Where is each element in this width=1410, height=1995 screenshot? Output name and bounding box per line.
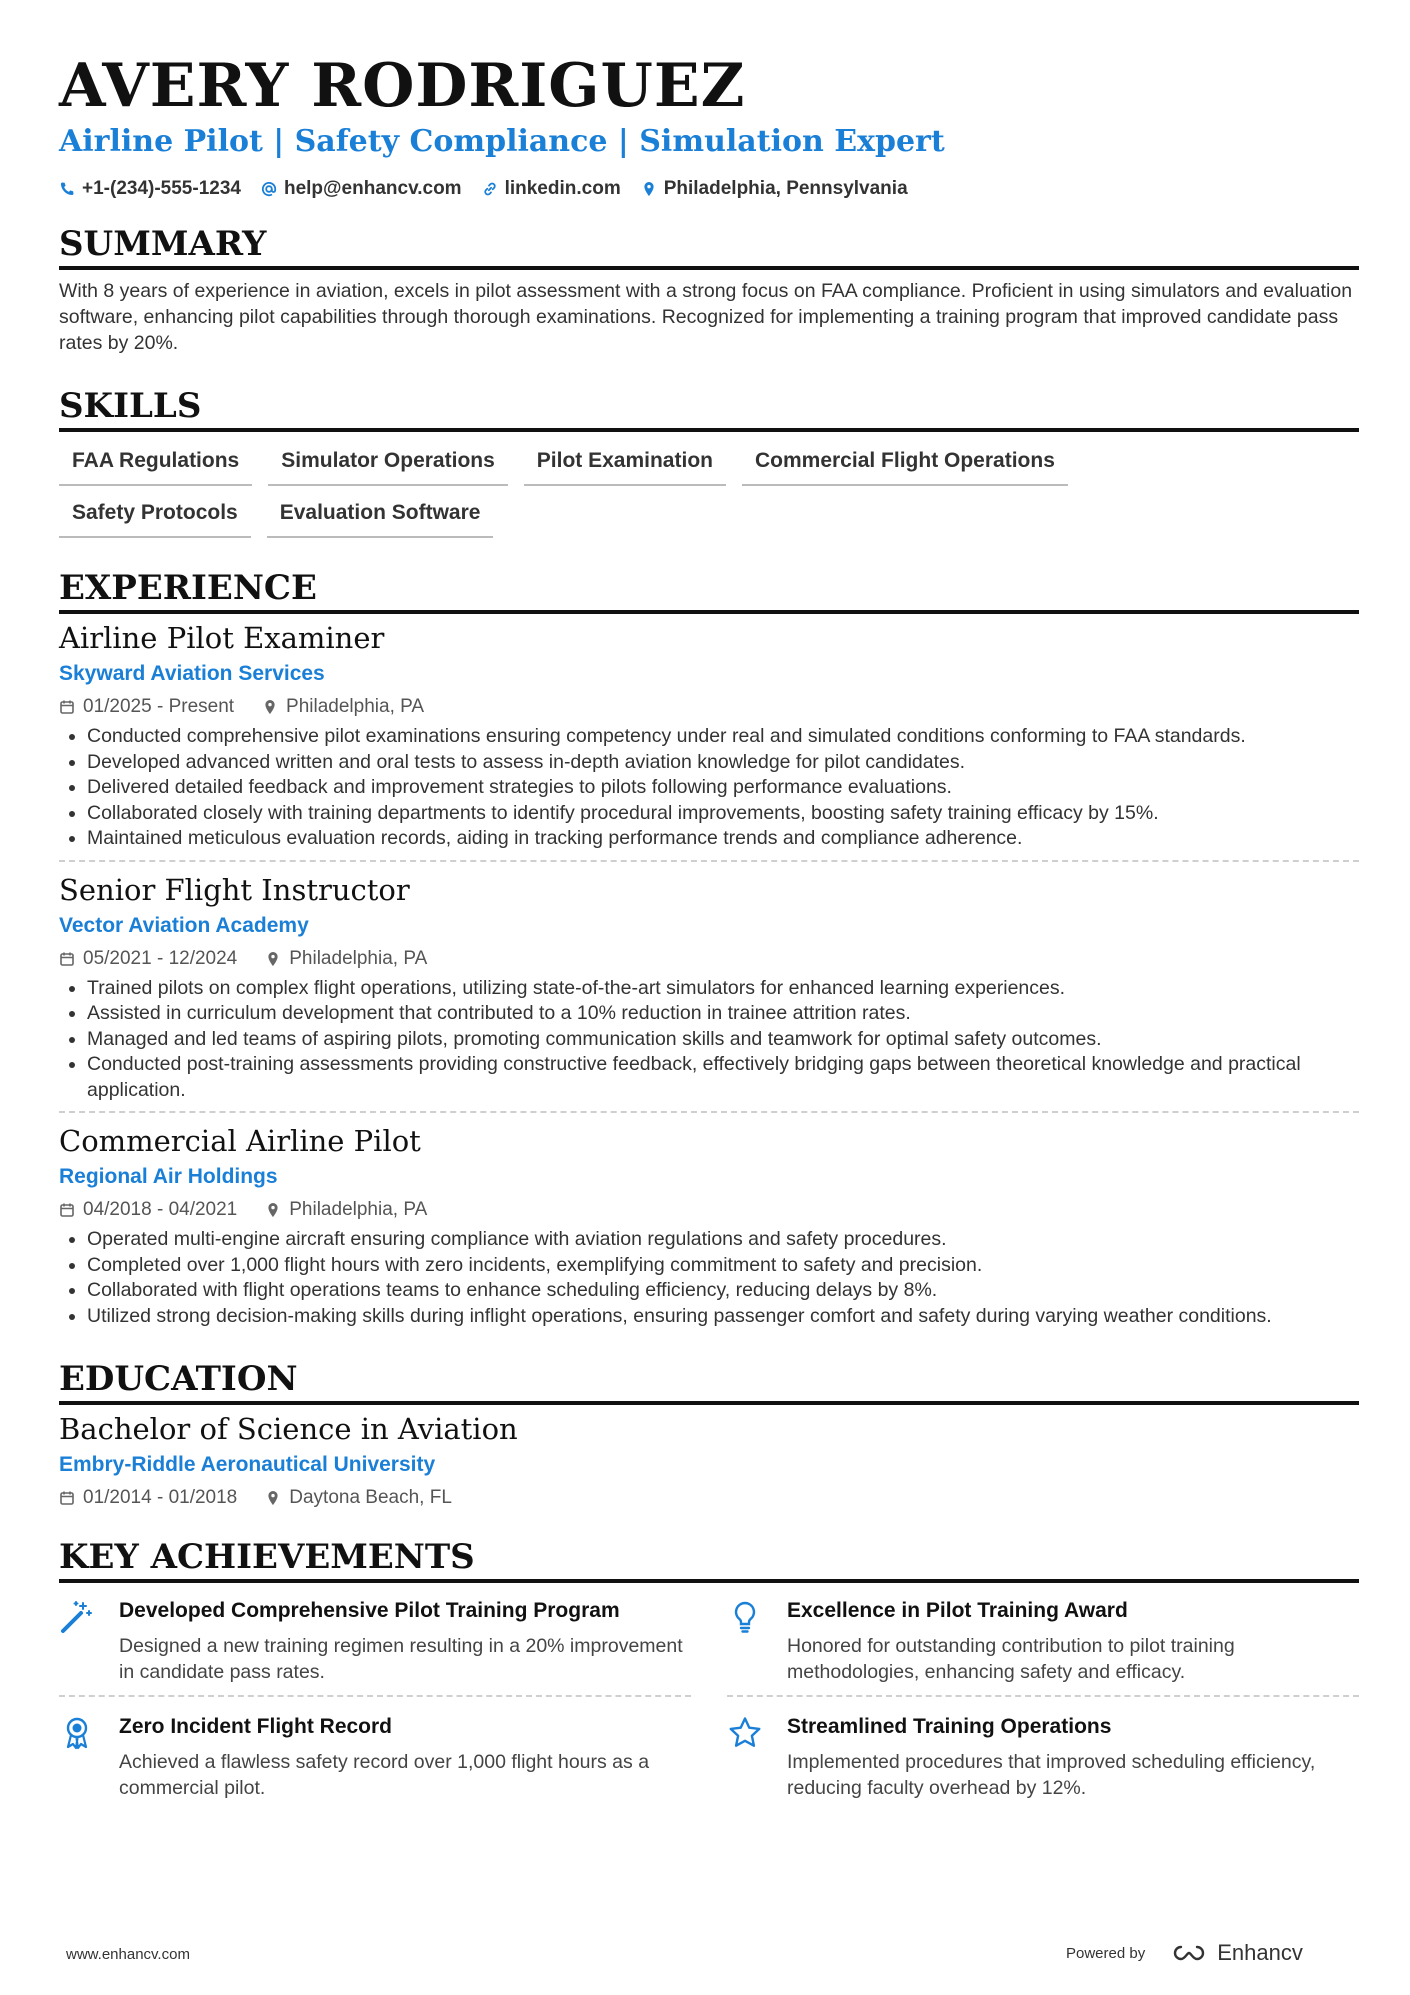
contact-email-text: help@enhancv.com xyxy=(283,178,462,199)
bullet-item: • Assisted in curriculum development that contributed to a 10% reduction in trainee attrition rates. xyxy=(87,1001,1359,1027)
education-meta xyxy=(59,1485,1359,1511)
job-dates: 04/2018 - 04/2021 xyxy=(83,1199,238,1220)
enhancv-logo-icon xyxy=(1167,1942,1211,1964)
bullet-item: • Developed advanced written and oral tests to assess in-depth aviation knowledge for pilot candidates. xyxy=(87,750,1359,776)
calendar-icon xyxy=(59,1202,75,1218)
brand-name: Enhancv xyxy=(1217,1940,1303,1965)
achievement-title: Zero Incident Flight Record xyxy=(119,1715,393,1738)
star-icon xyxy=(727,1715,763,1751)
location-icon xyxy=(641,181,657,197)
bullet-item: • Collaborated closely with training departments to identify procedural improvements, boosting safety training efficacy by 15%. xyxy=(87,801,1359,827)
job-meta xyxy=(59,694,1359,720)
skills-section xyxy=(59,386,1359,538)
skills-list xyxy=(59,448,1219,538)
job-title: Airline Pilot Examiner xyxy=(59,621,385,655)
experience-section xyxy=(59,568,1359,1333)
education-section xyxy=(59,1359,1359,1511)
footer-website[interactable]: www.enhancv.com xyxy=(66,1946,190,1963)
job-location: Philadelphia, PA xyxy=(286,696,425,717)
skill-tag: FAA Regulations xyxy=(59,448,252,486)
summary-heading: SUMMARY xyxy=(59,224,1359,270)
calendar-icon xyxy=(59,951,75,967)
headline: Airline Pilot | Safety Compliance | Simulation Expert xyxy=(59,124,945,159)
bullet-item: • Utilized strong decision-making skills during inflight operations, ensuring passenger comfort and safety during varying weather conditions. xyxy=(87,1304,1359,1330)
job-dates: 05/2021 - 12/2024 xyxy=(83,947,238,969)
bullet-item: • Completed over 1,000 flight hours with zero incidents, exemplifying commitment to safety and precision. xyxy=(87,1253,1359,1279)
calendar-icon xyxy=(59,699,75,715)
achievement-desc: Designed a new training regimen resulting in a 20% improvement in candidate pass rates. xyxy=(119,1635,683,1683)
job-location: Philadelphia, PA xyxy=(289,1199,428,1220)
achievement-title: Streamlined Training Operations xyxy=(787,1715,1112,1738)
company-name: Regional Air Holdings xyxy=(59,1165,278,1188)
skill-tag: Safety Protocols xyxy=(59,500,251,538)
contact-phone[interactable] xyxy=(59,178,241,200)
achievement-item xyxy=(59,1597,691,1697)
bullet-item: • Delivered detailed feedback and improvement strategies to pilots following performance evaluations. xyxy=(87,775,1359,801)
summary-section xyxy=(59,224,1359,356)
achievements-heading: KEY ACHIEVEMENTS xyxy=(59,1537,1359,1583)
achievement-item xyxy=(727,1713,1359,1811)
footer-branding xyxy=(1066,1940,1303,1966)
job-location: Philadelphia, PA xyxy=(289,947,428,969)
job-meta xyxy=(59,1197,1359,1223)
achievement-desc: Achieved a flawless safety record over 1,000 flight hours as a commercial pilot. xyxy=(119,1751,650,1799)
job-bullets xyxy=(59,1227,1359,1329)
magic-wand-icon xyxy=(59,1599,95,1635)
contact-phone-text: +1-(234)-555-1234 xyxy=(82,178,241,199)
location-icon xyxy=(265,951,281,967)
contact-linkedin-text: linkedin.com xyxy=(504,178,621,199)
education-location: Daytona Beach, FL xyxy=(289,1487,452,1508)
achievement-title: Excellence in Pilot Training Award xyxy=(787,1599,1128,1622)
bullet-item: • Collaborated with flight operations teams to enhance scheduling efficiency, reducing delays by 8%. xyxy=(87,1278,1359,1304)
job-entry xyxy=(59,620,1359,866)
lightbulb-icon xyxy=(727,1599,763,1635)
achievement-title: Developed Comprehensive Pilot Training Program xyxy=(119,1599,620,1622)
at-icon xyxy=(261,181,277,197)
calendar-icon xyxy=(59,1490,75,1506)
link-icon xyxy=(482,181,498,197)
company-name: Skyward Aviation Services xyxy=(59,662,325,685)
location-icon xyxy=(265,1490,281,1506)
contact-location-text: Philadelphia, Pennsylvania xyxy=(663,178,908,199)
company-name: Vector Aviation Academy xyxy=(59,913,309,937)
job-title: Commercial Airline Pilot xyxy=(59,1124,421,1158)
job-bullets xyxy=(59,976,1359,1104)
education-heading: EDUCATION xyxy=(59,1359,1359,1405)
divider xyxy=(59,1111,1359,1113)
skill-tag: Evaluation Software xyxy=(267,500,494,538)
skill-tag: Commercial Flight Operations xyxy=(742,448,1068,486)
skill-tag: Simulator Operations xyxy=(268,448,508,486)
brand-logo[interactable] xyxy=(1167,1940,1303,1966)
skills-heading: SKILLS xyxy=(59,386,1359,432)
location-icon xyxy=(262,699,278,715)
job-meta xyxy=(59,946,1359,972)
achievements-section xyxy=(59,1537,1359,1811)
bullet-item: • Conducted comprehensive pilot examinations ensuring competency under real and simulated conditions conforming to FAA standards. xyxy=(87,724,1359,750)
bullet-item: • Trained pilots on complex flight operations, utilizing state-of-the-art simulators for enhanced learning experiences. xyxy=(87,976,1359,1002)
summary-text: With 8 years of experience in aviation, excels in pilot assessment with a strong focus on FAA compliance. Proficient in using simulators and evaluation software, enhancing pilot capabilities through thorough examinations. Recognized for implementing a training program that improved candidate pass rates by 20%. xyxy=(59,280,1353,354)
candidate-name: AVERY RODRIGUEZ xyxy=(59,51,746,121)
contact-email[interactable] xyxy=(261,178,462,200)
resume-page xyxy=(59,52,1359,1811)
job-dates: 01/2025 - Present xyxy=(83,696,235,717)
achievement-item xyxy=(727,1597,1359,1697)
powered-by-label: Powered by xyxy=(1066,1944,1146,1962)
job-bullets xyxy=(59,724,1359,852)
school-name: Embry-Riddle Aeronautical University xyxy=(59,1453,436,1476)
contact-bar xyxy=(59,178,1359,200)
job-entry xyxy=(59,1123,1359,1333)
achievements-grid xyxy=(59,1597,1359,1811)
skill-tag: Pilot Examination xyxy=(524,448,726,486)
location-icon xyxy=(265,1202,281,1218)
achievement-desc: Implemented procedures that improved scheduling efficiency, reducing faculty overhead by 12%. xyxy=(787,1751,1316,1799)
bullet-item: • Conducted post-training assessments providing constructive feedback, effectively bridging gaps between theoretical knowledge and practical application. xyxy=(87,1052,1359,1103)
divider xyxy=(59,860,1359,862)
header xyxy=(59,52,1359,200)
degree: Bachelor of Science in Aviation xyxy=(59,1412,518,1446)
award-ribbon-icon xyxy=(59,1715,95,1751)
contact-location xyxy=(641,178,908,200)
achievement-item xyxy=(59,1713,691,1811)
bullet-item: • Managed and led teams of aspiring pilots, promoting communication skills and teamwork for optimal safety outcomes. xyxy=(87,1027,1359,1053)
contact-linkedin[interactable] xyxy=(482,178,621,200)
achievement-desc: Honored for outstanding contribution to pilot training methodologies, enhancing safety and efficacy. xyxy=(787,1635,1235,1683)
education-dates: 01/2014 - 01/2018 xyxy=(83,1487,238,1508)
experience-heading: EXPERIENCE xyxy=(59,568,1359,614)
bullet-item: • Maintained meticulous evaluation records, aiding in tracking performance trends and compliance adherence. xyxy=(87,826,1359,852)
job-title: Senior Flight Instructor xyxy=(59,872,410,907)
bullet-item: • Operated multi-engine aircraft ensuring compliance with aviation regulations and safety procedures. xyxy=(87,1227,1359,1253)
phone-icon xyxy=(59,181,75,197)
job-entry xyxy=(59,872,1359,1118)
